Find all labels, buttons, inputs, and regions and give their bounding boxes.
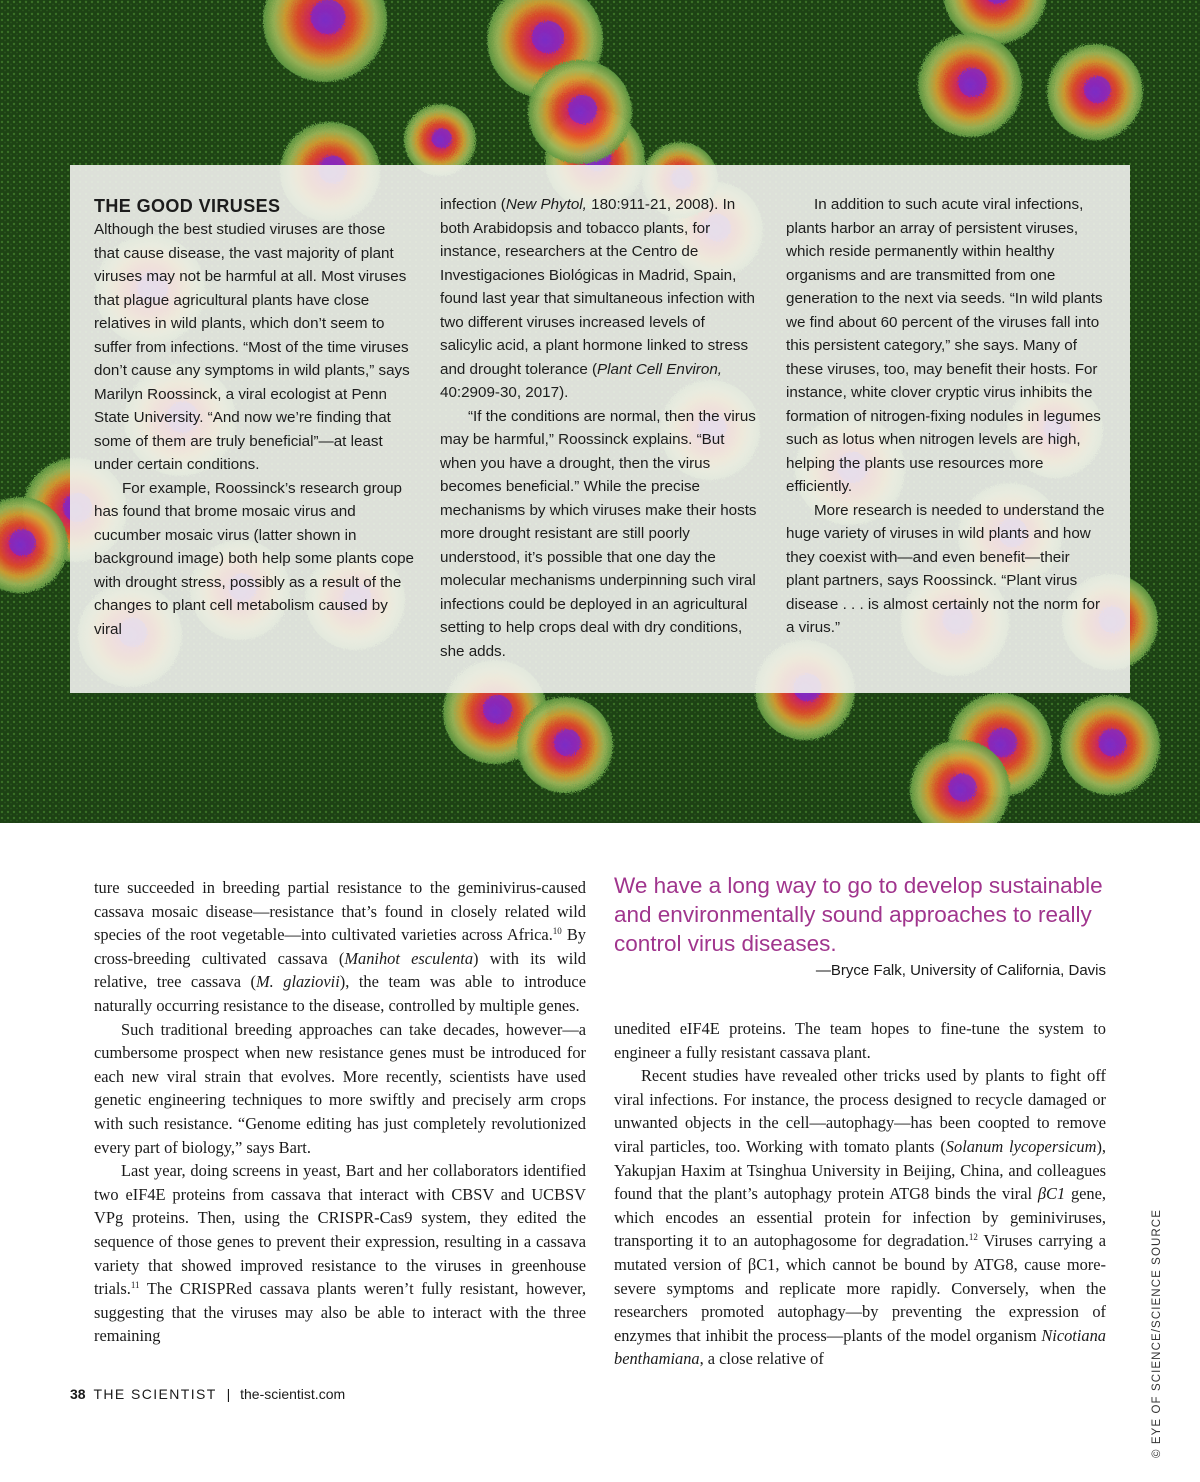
- text-run: Last year, doing screens in yeast, Bart and her collaborators identified two eIF4E proteins from cassava that interact with CBSV and UCBSV VPg proteins. Then, using the CRISPR-Cas9 system, they edited the sequence of those genes to prevent their expression, resulting in a cassava variety that showed improved resistance to the viruses in greenhouse trials.: [94, 1161, 586, 1299]
- body-paragraph: Such traditional breeding approaches can take decades, however—a cumbersome prospect when new resistance genes must be introduced for each new viral strain that evolves. More recently, scientists have used genetic engineering techniques to more swiftly and precisely arm crops with such resistance. “Genome editing has just completely revolutionized every part of biology,” says Bart.: [94, 1019, 586, 1157]
- text-run: ), Yakupjan Haxim at Tsinghua University in Beijing, China, and colleagues found that the plant’s autophagy protein ATG8 binds the viral: [614, 1136, 1106, 1204]
- text-run: The CRISPRed cassava plants weren’t fully resistant, however, suggesting that the viruses may also be able to interact with the three remaining: [94, 1279, 586, 1346]
- page-number: 38: [70, 1386, 86, 1402]
- pull-quote: We have a long way to go to develop sustainable and environmentally sound approaches to really control virus diseases.: [614, 873, 1103, 956]
- publication-name: THE SCIENTIST: [93, 1386, 217, 1402]
- website-link[interactable]: the-scientist.com: [240, 1386, 346, 1402]
- species-name: Solanum lycopersicum: [945, 1136, 1097, 1156]
- gene-name: βC1: [1037, 1184, 1066, 1204]
- sidebar-paragraph: In addition to such acute viral infections, plants harbor an array of persistent viruses, which reside permanently within healthy organisms and are transmitted from one generation to the next via seeds. “In wild plants we find about 60 percent of the viruses fall into this persistent category,” she says. Many of these viruses, too, may benefit their hosts. For instance, white clover cryptic virus inhibits the formation of nitrogen-fixing nodules in legumes such as lotus when nitrogen levels are high, helping the plants use resources more efficiently.: [786, 196, 1103, 495]
- text-run: Recent studies have revealed other tricks used by plants to fight off viral infections. For instance, the process designed to recycle damaged or unwanted objects in the cell—autophagy—has been coopted to remove viral particles, too. Working with tomato plants (: [614, 1066, 1106, 1156]
- sidebar-paragraph: [440, 193, 760, 405]
- sidebar-paragraph: More research is needed to understand the huge variety of viruses in wild plants and how they coexist with—and even benefit—their plant partners, says Roossinck. “Plant virus disease . . . is almost certainly not the norm for a virus.”: [786, 501, 1105, 636]
- body-paragraph: [94, 876, 586, 1018]
- text-run: ), the team was able to introduce naturally occurring resistance to the disease, controlled by multiple genes.: [94, 972, 586, 1015]
- virus-particle: [517, 697, 613, 793]
- body-column-left: [94, 876, 586, 1348]
- photo-credit-text: © EYE OF SCIENCE/SCIENCE SOURCE: [1151, 1209, 1163, 1458]
- text-run: ture succeeded in breeding partial resistance to the geminivirus-caused cassava mosaic disease—resistance that’s found in closely related wild species of the root vegetable—into cultivated varieties across Africa.: [94, 878, 586, 945]
- reference-number: 11: [130, 1280, 140, 1291]
- reference-number: 12: [968, 1232, 978, 1243]
- virus-particle: [1060, 695, 1160, 795]
- photo-credit: [1151, 1158, 1167, 1458]
- sidebar-column-3: [786, 193, 1106, 640]
- sidebar-paragraph: Although the best studied viruses are those that cause disease, the vast majority of plant viruses may not be harmful at all. Most viruses that plague agricultural plants have close relatives in wild plants, which don’t seem to suffer from infections. “Most of the time viruses don’t cause any symptoms in wild plants,” says Marilyn Roossinck, a viral ecologist at Penn State University. “And now we’re finding that some of them are truly beneficial”—at least under certain conditions.: [94, 221, 410, 473]
- species-name: Manihot esculenta: [344, 948, 474, 968]
- sidebar-column-1: [94, 195, 414, 641]
- virus-particle: [918, 33, 1022, 137]
- sidebar-title: THE GOOD VIRUSES: [94, 196, 281, 216]
- virus-particle: [528, 60, 632, 164]
- text-run: 180:911-21, 2008). In both Arabidopsis and tobacco plants, for instance, researchers at the Centro de Investigaciones Biológicas in Madrid, Spain, found last year that simultaneous infection with two different viruses increased levels of salicylic acid, a plant hormone linked to stress and drought tolerance (: [440, 196, 755, 378]
- citation-journal: New Phytol,: [505, 196, 587, 213]
- body-paragraph: [614, 1064, 1106, 1371]
- species-name: Nicotiana benthamiana: [614, 1325, 1106, 1369]
- body-paragraph: unedited eIF4E proteins. The team hopes to fine-tune the system to engineer a fully resistant cassava plant.: [614, 1019, 1106, 1062]
- text-run: 40:2909-30, 2017).: [440, 384, 569, 401]
- sidebar-column-2: [440, 193, 760, 663]
- pull-quote-attribution: —Bryce Falk, University of California, Davis: [815, 962, 1106, 979]
- page-footer: [70, 1386, 345, 1402]
- text-run: gene, which encodes an essential protein for infection by geminiviruses, transporting it to an autophagosome for degradation.: [614, 1184, 1106, 1251]
- text-run: , a close relative of: [699, 1349, 824, 1369]
- citation-journal: Plant Cell Environ,: [597, 360, 722, 378]
- text-run: By cross-breeding cultivated cassava (: [94, 925, 586, 968]
- body-paragraph: [94, 1159, 586, 1348]
- sidebar-paragraph: For example, Roossinck’s research group has found that brome mosaic virus and cucumber mosaic virus (latter shown in background image) both help some plants cope with drought stress, possibly as a result of the changes to plant cell metabolism caused by viral: [94, 479, 414, 638]
- footer-separator: |: [226, 1386, 231, 1402]
- reference-number: 10: [552, 926, 562, 937]
- text-run: Viruses carrying a mutated version of βC1, which cannot be bound by ATG8, cause more-severe symptoms and replicate more rapidly. Conversely, when the researchers promoted autophagy—by preventing the expression of enzymes that inhibit the process—plants of the model organism: [614, 1231, 1106, 1345]
- species-name: M. glaziovii: [256, 972, 340, 992]
- virus-particle: [1047, 44, 1143, 140]
- text-run: ) with its wild relative, tree cassava (: [94, 948, 586, 992]
- text-run: infection (: [440, 196, 506, 213]
- body-column-right: [614, 1017, 1106, 1371]
- sidebar-paragraph: “If the conditions are normal, then the virus may be harmful,” Roossinck explains. “But when you have a drought, then the virus becomes beneficial.” While the precise mechanisms by which viruses make their hosts more drought resistant are still poorly understood, it’s possible that one day the molecular mechanisms underpinning such viral infections could be deployed in an agricultural setting to help crops deal with dry conditions, she adds.: [440, 407, 757, 660]
